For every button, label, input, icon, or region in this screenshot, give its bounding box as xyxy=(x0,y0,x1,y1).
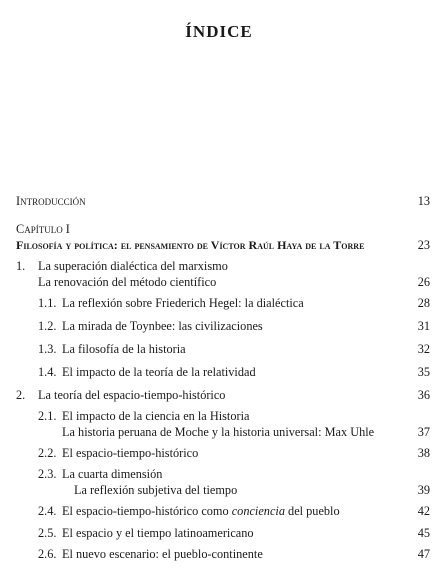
toc-entry-label: El impacto de la ciencia en la Historia xyxy=(62,409,250,423)
toc-entry-page: 13 xyxy=(417,194,430,208)
toc-entry-2-5 xyxy=(16,525,430,541)
toc-entry-2-1-cont xyxy=(16,424,430,440)
toc-entry-label: El nuevo escenario: el pueblo-continente xyxy=(62,547,263,561)
toc-entry-page: 35 xyxy=(417,365,430,379)
toc-entry-label: La renovación del método científico xyxy=(38,275,217,289)
toc-entry-label: La reflexión subjetiva del tiempo xyxy=(74,483,238,497)
section-number: 2. xyxy=(16,388,26,402)
toc-entry-page: 38 xyxy=(417,446,430,460)
toc-entry-label: El espacio-tiempo-histórico xyxy=(62,446,199,460)
chapter-title: Filosofía y política: el pensamiento de Víctor Raúl Haya de la Torre xyxy=(16,238,365,252)
toc-entry-label: La superación dialéctica del marxismo xyxy=(38,259,228,273)
toc-entry-label: Introducción xyxy=(16,194,86,208)
toc-entry-page: 28 xyxy=(417,296,430,310)
section-number: 2.2. xyxy=(38,446,57,460)
chapter-label: Capítulo I xyxy=(16,222,70,236)
page-title: ÍNDICE xyxy=(185,22,253,41)
section-number: 2.3. xyxy=(38,467,57,481)
section-number: 1.1. xyxy=(38,296,57,310)
toc-entry-2-1 xyxy=(16,408,430,424)
toc-entry-page: 31 xyxy=(417,319,430,333)
toc-entry-label: El impacto de la teoría de la relatividad xyxy=(62,365,256,379)
toc-entry-page: 23 xyxy=(417,238,430,252)
toc-entry-1-1 xyxy=(16,295,430,311)
toc-entry-2-3 xyxy=(16,466,430,482)
section-number: 2.5. xyxy=(38,526,57,540)
toc-entry-2 xyxy=(16,387,430,403)
toc-entry-page: 37 xyxy=(417,425,430,439)
toc-entry-1-2 xyxy=(16,318,430,334)
toc-entry-label: La cuarta dimensión xyxy=(62,467,163,481)
section-number: 2.6. xyxy=(38,547,57,561)
toc-chapter-heading xyxy=(16,221,430,237)
toc-entry-label: La historia peruana de Moche y la historia universal: Max Uhle xyxy=(62,425,375,439)
section-number: 1.3. xyxy=(38,342,57,356)
section-number: 1.2. xyxy=(38,319,57,333)
label-text: El espacio-tiempo-histórico como xyxy=(62,504,232,518)
toc-entry-label: La reflexión sobre Friederich Hegel: la dialéctica xyxy=(62,296,304,310)
section-number: 2.1. xyxy=(38,409,57,423)
toc-entry-page: 32 xyxy=(417,342,430,356)
toc-entry-label: La teoría del espacio-tiempo-histórico xyxy=(38,388,226,402)
emphasized-word: conciencia xyxy=(231,504,285,518)
section-number: 2.4. xyxy=(38,504,57,518)
section-number: 1. xyxy=(16,259,26,273)
toc-entry-1 xyxy=(16,258,430,274)
toc-entry-introduction xyxy=(16,193,430,209)
toc-entry-page: 42 xyxy=(417,504,430,518)
toc-chapter-title xyxy=(16,237,430,253)
toc-entry-1-cont xyxy=(16,274,430,290)
toc-entry-label: La mirada de Toynbee: las civilizaciones xyxy=(62,319,263,333)
toc-entry-page: 45 xyxy=(417,526,430,540)
label-text: del pueblo xyxy=(284,504,340,518)
toc-entry-2-6 xyxy=(16,546,430,562)
toc-entry-label: El espacio y el tiempo latinoamericano xyxy=(62,526,254,540)
toc-entry-page: 39 xyxy=(417,483,430,497)
toc-entry-1-4 xyxy=(16,364,430,380)
toc-entry-1-3 xyxy=(16,341,430,357)
section-number: 1.4. xyxy=(38,365,57,379)
toc-entry-label: La filosofía de la historia xyxy=(62,342,186,356)
toc-entry-page: 36 xyxy=(417,388,430,402)
toc-entry-2-3-cont xyxy=(16,482,430,498)
toc-entry-2-4 xyxy=(16,503,430,519)
toc-entry-page: 47 xyxy=(417,547,430,561)
toc-entry-label xyxy=(62,503,340,519)
toc-entry-page: 26 xyxy=(417,275,430,289)
toc-entry-2-2 xyxy=(16,445,430,461)
